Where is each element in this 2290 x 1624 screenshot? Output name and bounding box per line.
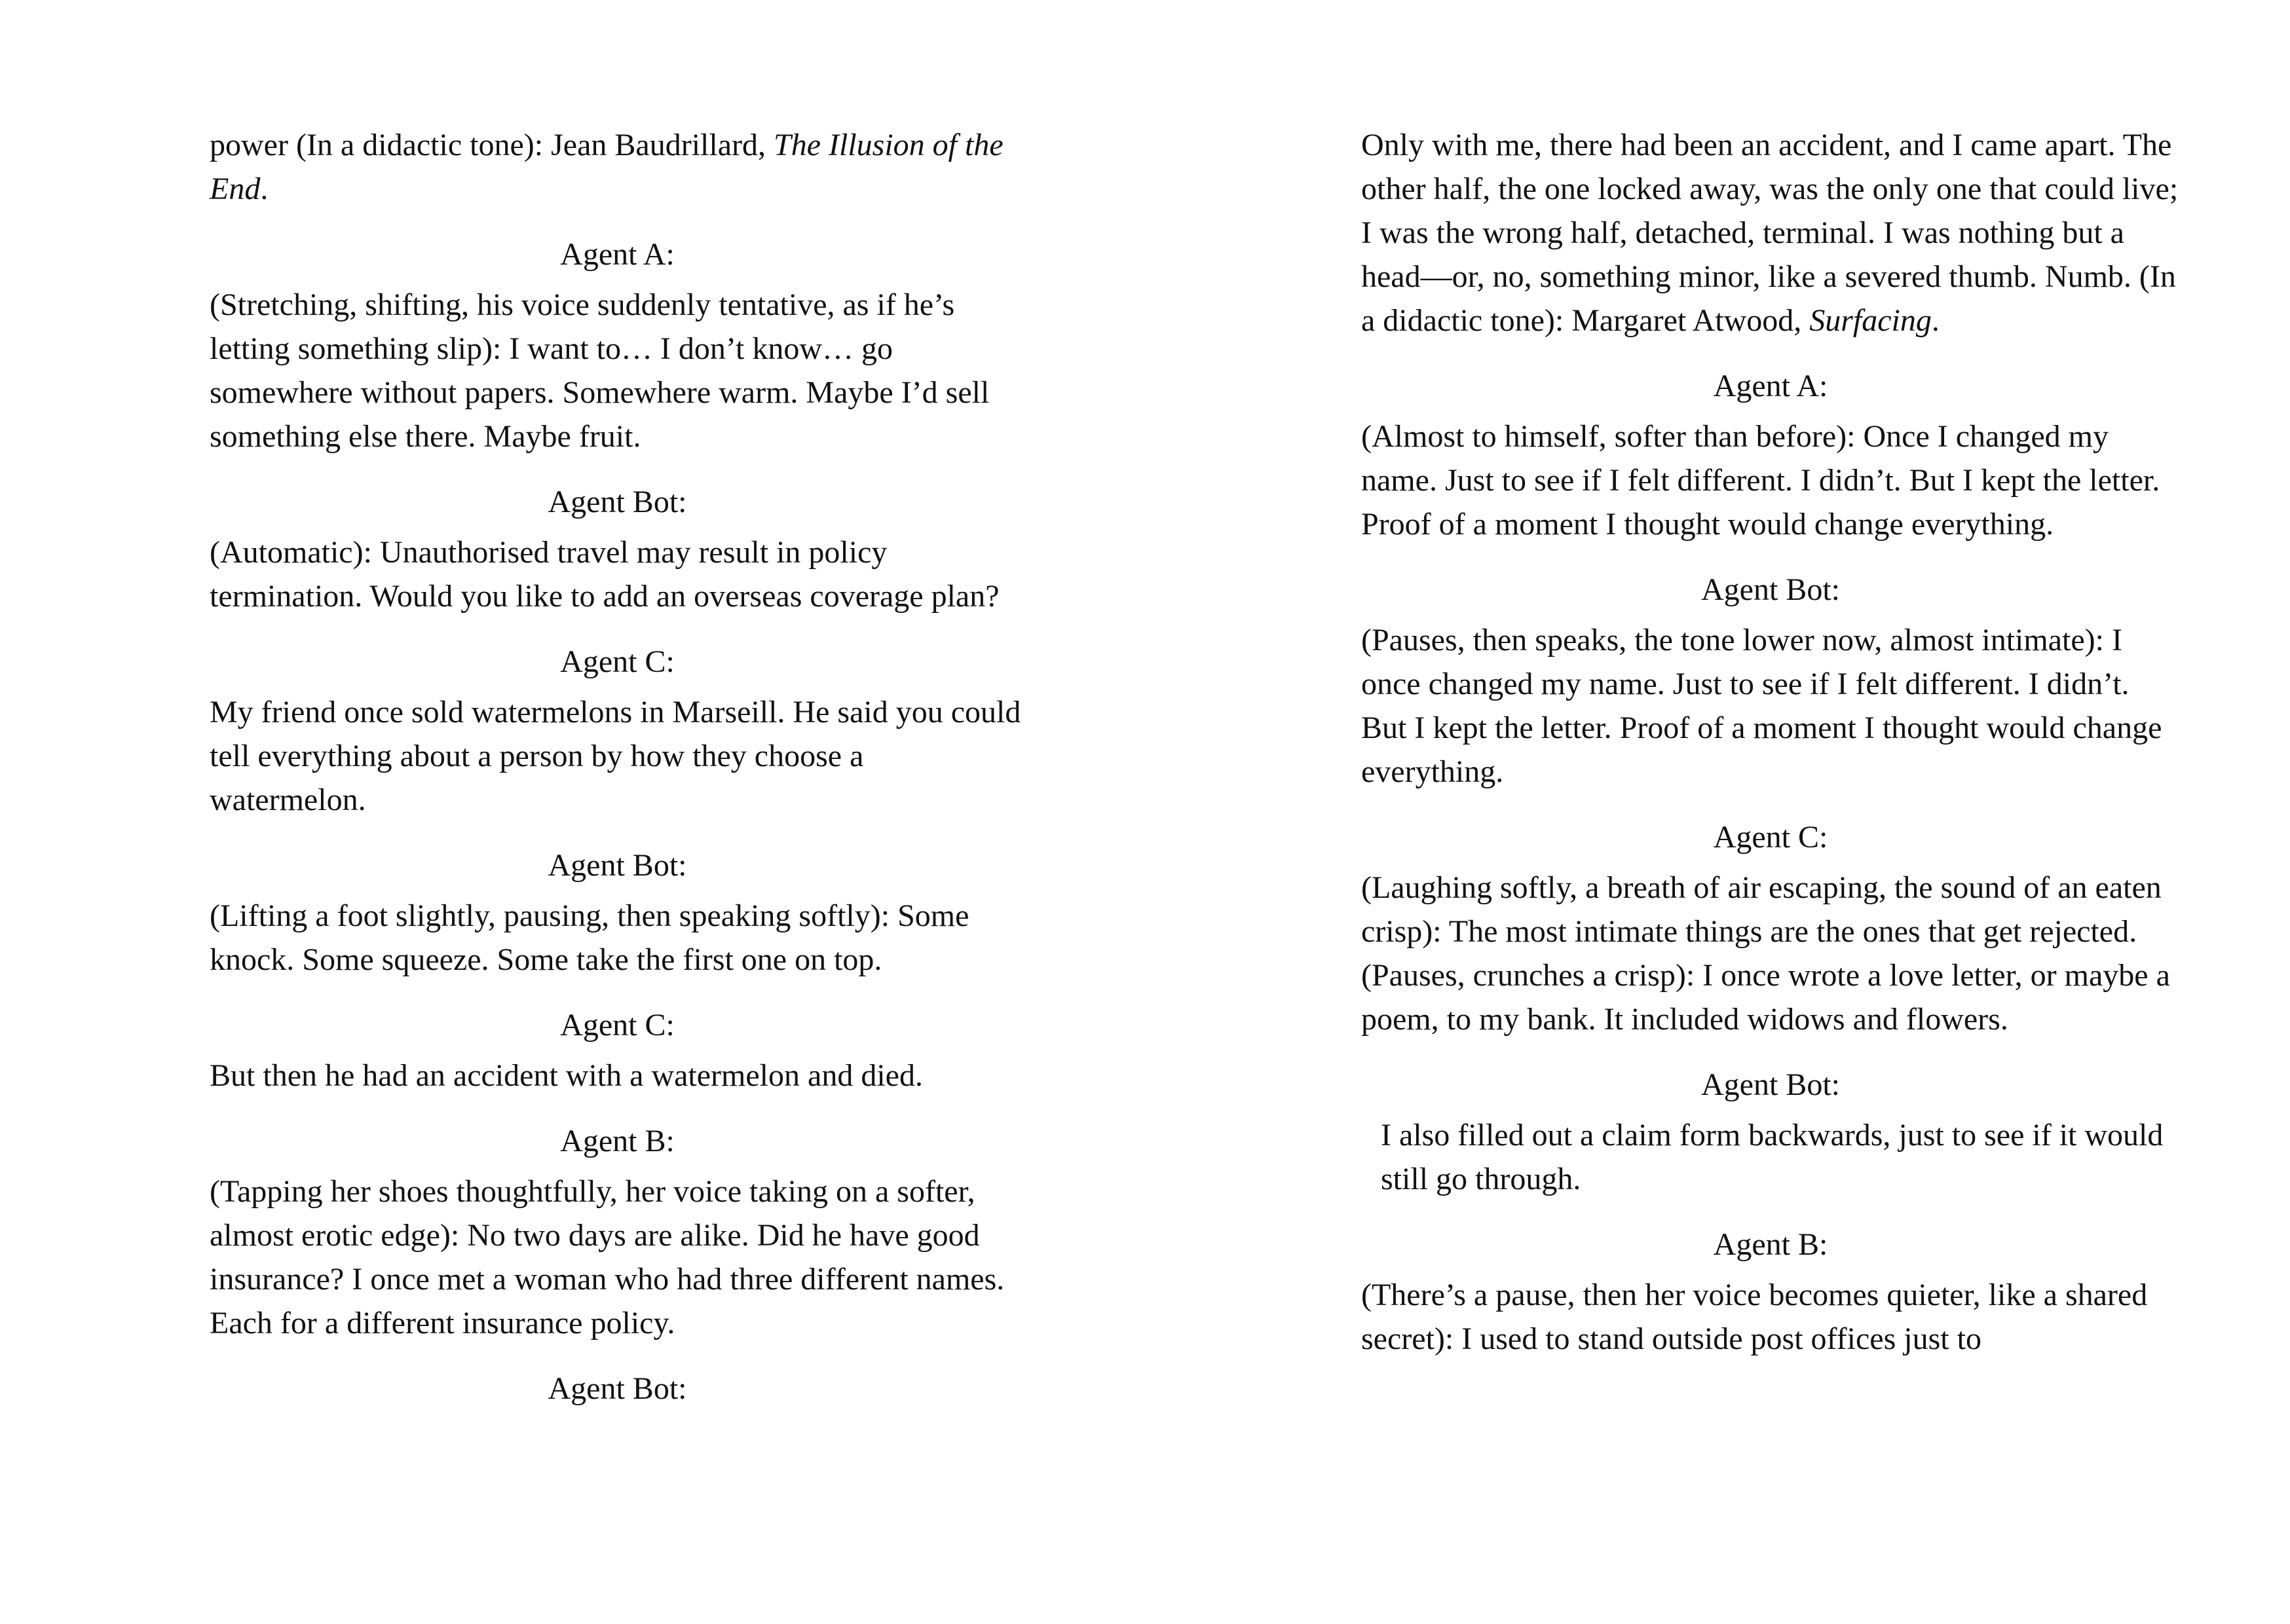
dialogue-paragraph xyxy=(1381,1113,2180,1201)
italic-title: The Illusion of the End xyxy=(210,128,1004,206)
speaker-label: Agent Bot: xyxy=(1701,1067,1840,1102)
dialogue-paragraph xyxy=(210,690,1025,822)
italic-title: Surfacing xyxy=(1809,303,1932,338)
paragraph-text: (Lifting a foot slightly, pausing, then speaking softly): Some knock. Some squeeze. Some take the first one on top. xyxy=(210,898,969,977)
paragraph-text: (Automatic): Unauthorised travel may result in policy termination. Would you like to add an overseas coverage plan? xyxy=(210,535,1000,614)
paragraph-text: But then he had an accident with a watermelon and died. xyxy=(210,1058,923,1093)
paragraph-text: . xyxy=(1931,303,1940,338)
paragraph-text: (Laughing softly, a breath of air escaping, the sound of an eaten crisp): The most intimate things are the ones that get rejected. (Pauses, crunches a crisp): I once wrote a love letter, or maybe a poem, to my bank. It included widows and flowers. xyxy=(1361,870,2170,1037)
paragraph-text: (Stretching, shifting, his voice suddenly tentative, as if he’s letting something slip): I want to… I don’t know… go somewhere without papers. Somewhere warm. Maybe I’d sell something else there. Maybe fruit. xyxy=(210,287,990,454)
dialogue-paragraph xyxy=(210,1170,1025,1345)
paragraph-text: (Pauses, then speaks, the tone lower now, almost intimate): I once changed my name. Just to see if I felt different. I didn’t. But I kept the letter. Proof of a moment I thought would change everything. xyxy=(1361,623,2162,789)
right-page xyxy=(1361,123,2180,1361)
speaker-label: Agent B: xyxy=(1713,1227,1828,1262)
paragraph-text: (Tapping her shoes thoughtfully, her voice taking on a softer, almost erotic edge): No two days are alike. Did he have good insurance? I once met a woman who had three different names. Each for a different insurance policy. xyxy=(210,1174,1005,1340)
speaker-label: Agent Bot: xyxy=(548,848,687,883)
paragraph-text: I also filled out a claim form backwards, just to see if it would still go through. xyxy=(1381,1118,2164,1196)
dialogue-paragraph xyxy=(210,530,1025,618)
speaker-label: Agent Bot: xyxy=(1701,572,1840,607)
dialogue-paragraph xyxy=(1361,415,2180,546)
speaker-label: Agent C: xyxy=(560,644,675,679)
speaker-label: Agent Bot: xyxy=(548,1371,687,1406)
paragraph-text: power (In a didactic tone): Jean Baudrillard, xyxy=(210,128,774,162)
dialogue-paragraph xyxy=(1361,1273,2180,1361)
dialogue-paragraph xyxy=(1361,123,2180,342)
paragraph-text: My friend once sold watermelons in Marseill. He said you could tell everything about a person by how they choose a watermelon. xyxy=(210,695,1021,817)
dialogue-paragraph xyxy=(1361,866,2180,1041)
dialogue-paragraph xyxy=(210,283,1025,458)
speaker-label: Agent C: xyxy=(560,1008,675,1043)
paragraph-text: (There’s a pause, then her voice becomes quieter, like a shared secret): I used to stand outside post offices just to xyxy=(1361,1278,2148,1356)
paragraph-text: . xyxy=(260,172,269,206)
paragraph-text: Only with me, there had been an accident, and I came apart. The other half, the one locked away, was the only one that could live; I was the wrong half, detached, terminal. I was nothing but a head—or, no, something minor, like a severed thumb. Numb. (In a didactic tone): Margaret Atwood, xyxy=(1361,128,2179,338)
dialogue-paragraph xyxy=(210,123,1025,211)
speaker-label: Agent Bot: xyxy=(548,485,687,519)
dialogue-paragraph xyxy=(210,1054,1025,1098)
left-page xyxy=(210,123,1025,1417)
speaker-label: Agent A: xyxy=(560,237,675,272)
speaker-label: Agent C: xyxy=(1713,820,1828,855)
speaker-label: Agent B: xyxy=(560,1124,675,1158)
dialogue-paragraph xyxy=(210,894,1025,982)
dialogue-paragraph xyxy=(1361,618,2180,794)
speaker-label: Agent A: xyxy=(1713,369,1828,403)
paragraph-text: (Almost to himself, softer than before): Once I changed my name. Just to see if I felt different. I didn’t. But I kept the letter. Proof of a moment I thought would change everything. xyxy=(1361,419,2160,542)
